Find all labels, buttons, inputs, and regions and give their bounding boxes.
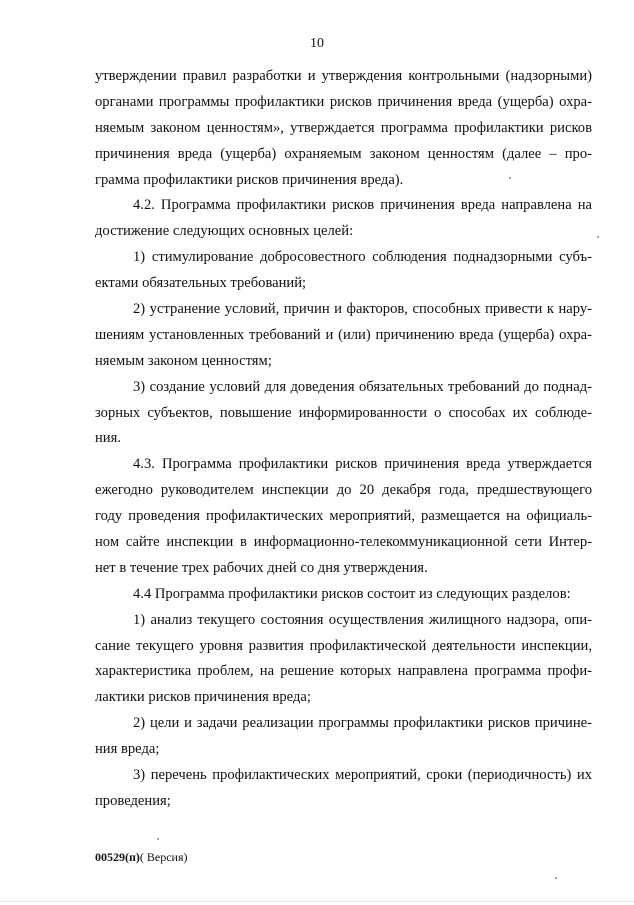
text-line: 4.2. Программа профилактики рисков причинения вреда направлена на: [133, 197, 592, 214]
text-line: лактики рисков причинения вреда;: [95, 689, 311, 706]
paragraph: [95, 582, 592, 608]
page-number: 10: [310, 36, 324, 51]
text-line: 1) стимулирование добросовестного соблюдения поднадзорными субъ-: [133, 249, 592, 266]
scan-speck: [597, 236, 599, 238]
paragraph: [95, 711, 592, 763]
scan-speck: [157, 838, 159, 840]
document-body: [95, 64, 592, 815]
text-line: характеристика проблем, на решение которых направлена программа профи-: [95, 663, 592, 680]
document-code-label: ( Версия): [139, 850, 188, 864]
text-line: 2) устранение условий, причин и факторов, способных привести к нару-: [133, 301, 592, 318]
paragraph: [95, 245, 592, 297]
text-line: сание текущего уровня развития профилактической деятельности инспекции,: [95, 637, 592, 654]
text-line: няемым законом ценностям», утверждается программа профилактики рисков: [95, 119, 592, 136]
text-line: 3) создание условий для доведения обязательных требований до поднад-: [133, 378, 592, 395]
scan-speck: [555, 877, 557, 879]
paragraph: [95, 608, 592, 712]
paragraph: [95, 64, 592, 193]
text-line: ния.: [95, 430, 121, 447]
document-code-number: 00529(п): [95, 850, 140, 864]
text-line: ния вреда;: [95, 741, 160, 758]
text-line: 4.4 Программа профилактики рисков состоит из следующих разделов:: [133, 585, 571, 602]
text-line: грамма профилактики рисков причинения вреда).: [95, 171, 404, 188]
text-line: достижение следующих основных целей:: [95, 223, 354, 240]
text-line: причинения вреда (ущерба) охраняемым законом ценностям (далее – про-: [95, 145, 592, 162]
text-line: утверждении правил разработки и утверждения контрольными (надзорными): [95, 68, 592, 84]
text-line: шениям установленных требований и (или) причинению вреда (ущерба) охра-: [95, 326, 592, 343]
text-line: проведения;: [95, 792, 171, 809]
paragraph: [95, 297, 592, 375]
paragraph: [95, 193, 592, 245]
text-line: ектами обязательных требований;: [95, 275, 307, 292]
document-code: [95, 850, 188, 865]
scan-speck: [509, 177, 511, 179]
paragraph: [95, 763, 592, 815]
text-line: году проведения профилактических мероприятий, размещается на официаль-: [95, 508, 592, 525]
text-line: 3) перечень профилактических мероприятий, сроки (периодичность) их: [133, 767, 592, 784]
text-line: зорных субъектов, повышение информированности о способах их соблюде-: [95, 404, 592, 421]
text-line: 2) цели и задачи реализации программы профилактики рисков причине-: [133, 715, 592, 732]
text-line: ежегодно руководителем инспекции до 20 декабря года, предшествующего: [95, 482, 592, 499]
text-line: 1) анализ текущего состояния осуществления жилищного надзора, опи-: [133, 611, 592, 628]
paragraph: [95, 375, 592, 453]
text-line: нет в течение трех рабочих дней со дня утверждения.: [95, 559, 428, 576]
text-line: ном сайте инспекции в информационно-телекоммуникационной сети Интер-: [95, 534, 592, 551]
text-line: 4.3. Программа профилактики рисков причинения вреда утверждается: [133, 456, 592, 473]
paragraph: [95, 452, 592, 581]
scan-edge: [0, 901, 634, 902]
text-line: няемым законом ценностям;: [95, 352, 272, 369]
text-line: органами программы профилактики рисков причинения вреда (ущерба) охра-: [95, 93, 592, 110]
